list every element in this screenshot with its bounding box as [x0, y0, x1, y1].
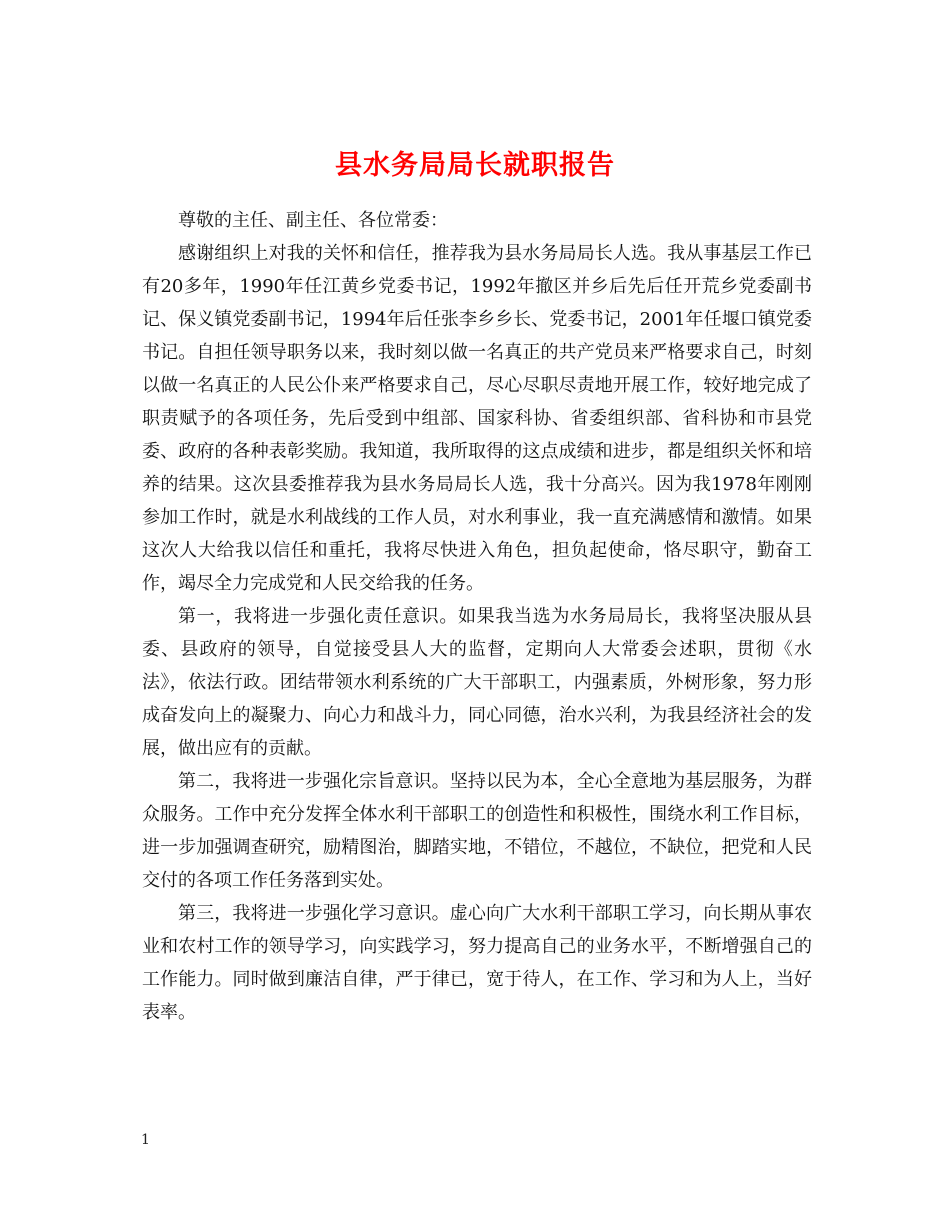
paragraph-intro: 感谢组织上对我的关怀和信任，推荐我为县水务局局长人选。我从事基层工作已有20多年，1990年任江黄乡党委书记，1992年撤区并乡后先后任开荒乡党委副书记、保义镇党委副书记，1994年后任张李乡乡长、党委书记，2001年任堰口镇党委书记。自担任领导职务以来，我时刻以做一名真正的共产党员来严格要求自己，时刻以做一名真正的人民公仆来严格要求自己，尽心尽职尽责地开展工作，较好地完成了职责赋予的各项任务，先后受到中组部、国家科协、省委组织部、省科协和市县党委、政府的各种表彰奖励。我知道，我所取得的这点成绩和进步，都是组织关怀和培养的结果。这次县委推荐我为县水务局局长人选，我十分高兴。因为我1978年刚刚参加工作时，就是水利战线的工作人员，对水利事业，我一直充满感情和激情。如果这次人大给我以信任和重托，我将尽快进入角色，担负起使命，恪尽职守，勤奋工作，竭尽全力完成党和人民交给我的任务。: [142, 243, 812, 594]
paragraph-second-point: 第二，我将进一步强化宗旨意识。坚持以民为本，全心全意地为基层服务，为群众服务。工作中充分发挥全体水利干部职工的创造性和积极性，围绕水利工作目标，进一步加强调查研究，励精图治，脚踏实地，不错位，不越位，不缺位，把党和人民交付的各项工作任务落到实处。: [142, 771, 812, 891]
salutation: 尊敬的主任、副主任、各位常委：: [178, 210, 448, 231]
paragraph-third-point: 第三，我将进一步强化学习意识。虚心向广大水利干部职工学习，向长期从事农业和农村工作的领导学习，向实践学习，努力提高自己的业务水平，不断增强自己的工作能力。同时做到廉洁自律，严于律已，宽于待人，在工作、学习和为人上，当好表率。: [142, 903, 812, 1023]
document-body: [142, 204, 812, 1029]
document-title: 县水务局局长就职报告: [335, 150, 615, 182]
paragraph-first-point: 第一，我将进一步强化责任意识。如果我当选为水务局局长，我将坚决服从县委、县政府的领导，自觉接受县人大的监督，定期向人大常委会述职，贯彻《水法》，依法行政。团结带领水利系统的广大干部职工，内强素质，外树形象，努力形成奋发向上的凝聚力、向心力和战斗力，同心同德，治水兴利，为我县经济社会的发展，做出应有的贡献。: [142, 606, 812, 759]
page-number: 1: [141, 1132, 150, 1148]
